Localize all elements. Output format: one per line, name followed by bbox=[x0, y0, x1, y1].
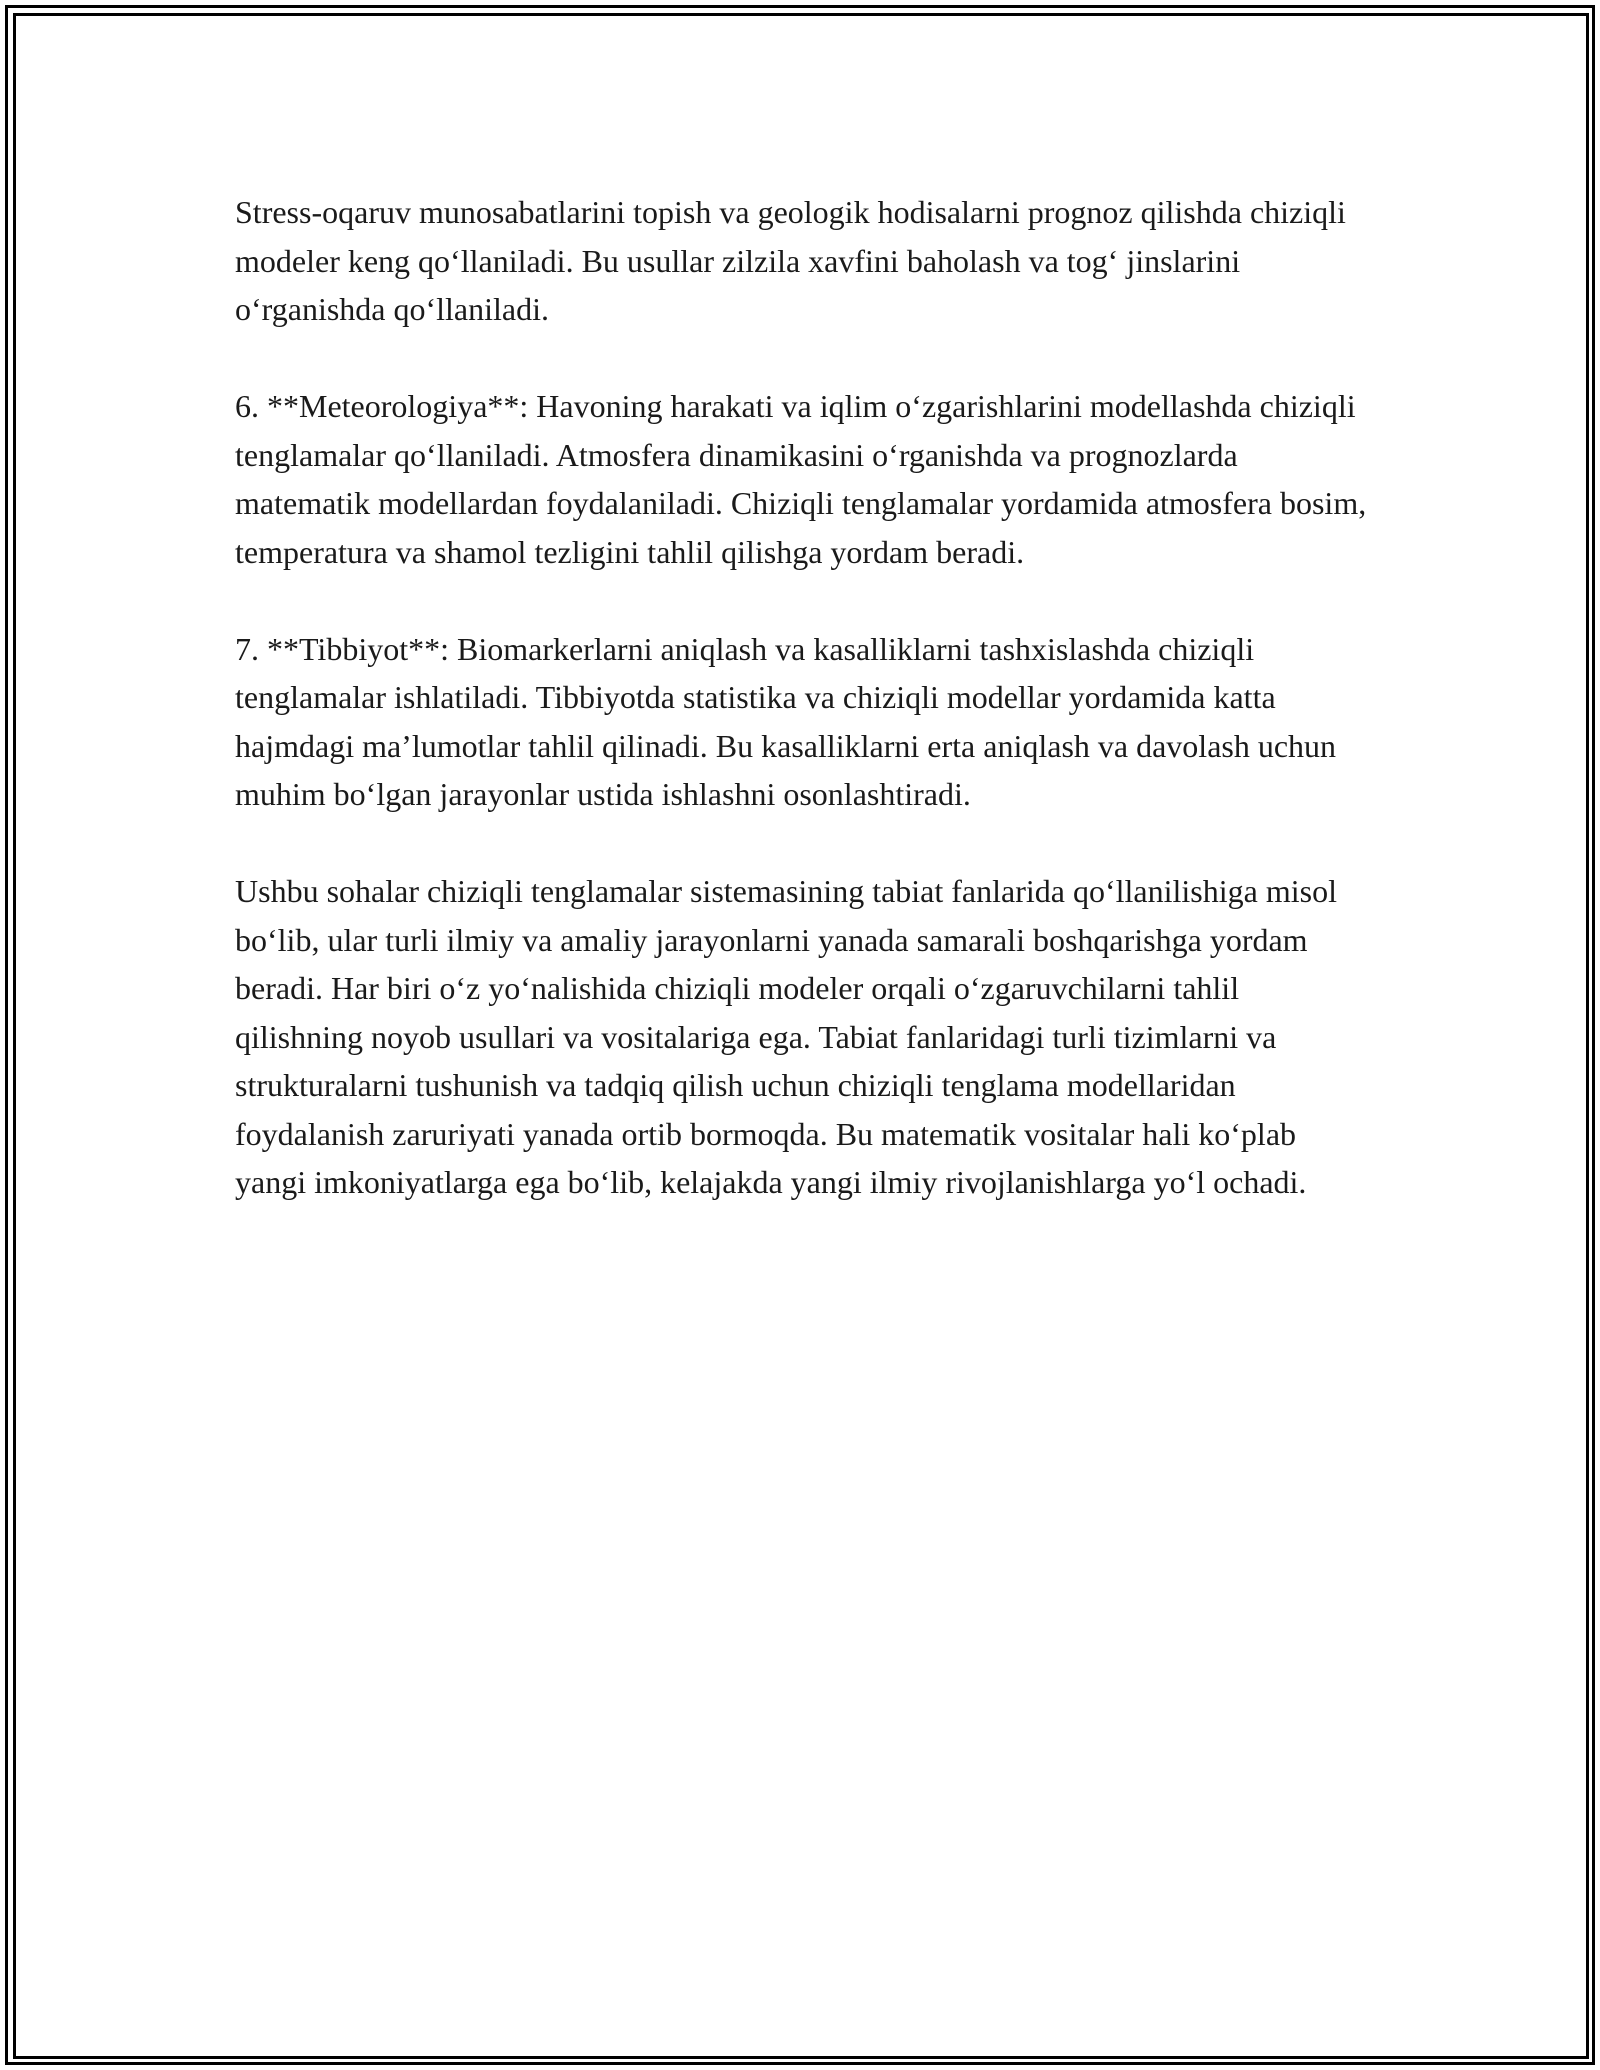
paragraph-medicine: 7. **Tibbiyot**: Biomarkerlarni aniqlash va kasalliklarni tashxislashda chiziqli tenglamalar ishlatiladi. Tibbiyotda statistika va chiziqli modellar yordamida katta hajmdagi ma’lumotlar tahlil qilinadi. Bu kasalliklarni erta aniqlash va davolash uchun muhim bo‘lgan jarayonlar ustida ishlashni osonlashtiradi. bbox=[235, 630, 1337, 812]
paragraph-conclusion: Ushbu sohalar chiziqli tenglamalar sistemasining tabiat fanlarida qo‘llanilishiga misol bo‘lib, ular turli ilmiy va amaliy jarayonlarni yanada samarali boshqarishga yordam beradi. Har biri o‘z yo‘nalishida chiziqli modeler orqali o‘zgaruvchilarni tahlil qilishning noyob usullari va vositalariga ega. Tabiat fanlaridagi turli tizimlarni va strukturalarni tushunish va tadqiq qilish uchun chiziqli tenglama modellaridan foydalanish zaruriyati yanada ortib bormoqda. Bu matematik vositalar hali ko‘plab yangi imkoniyatlarga ega bo‘lib, kelajakda yangi ilmiy rivojlanishlarga yo‘l ochadi. bbox=[235, 873, 1337, 1200]
paragraph-meteorology: 6. **Meteorologiya**: Havoning harakati va iqlim o‘zgarishlarini modellashda chiziqli tenglamalar qo‘llaniladi. Atmosfera dinamikasini o‘rganishda va prognozlarda matematik modellardan foydalaniladi. Chiziqli tenglamalar yordamida atmosfera bosim, temperatura va shamol tezligini tahlil qilishga yordam beradi. bbox=[235, 388, 1367, 570]
document-body bbox=[235, 188, 1375, 1255]
paragraph-geology: Stress-oqaruv munosabatlarini topish va geologik hodisalarni prognoz qilishda chiziqli modeler keng qo‘llaniladi. Bu usullar zilzila xavfini baholash va tog‘ jinslarini o‘rganishda qo‘llaniladi. bbox=[235, 194, 1346, 327]
